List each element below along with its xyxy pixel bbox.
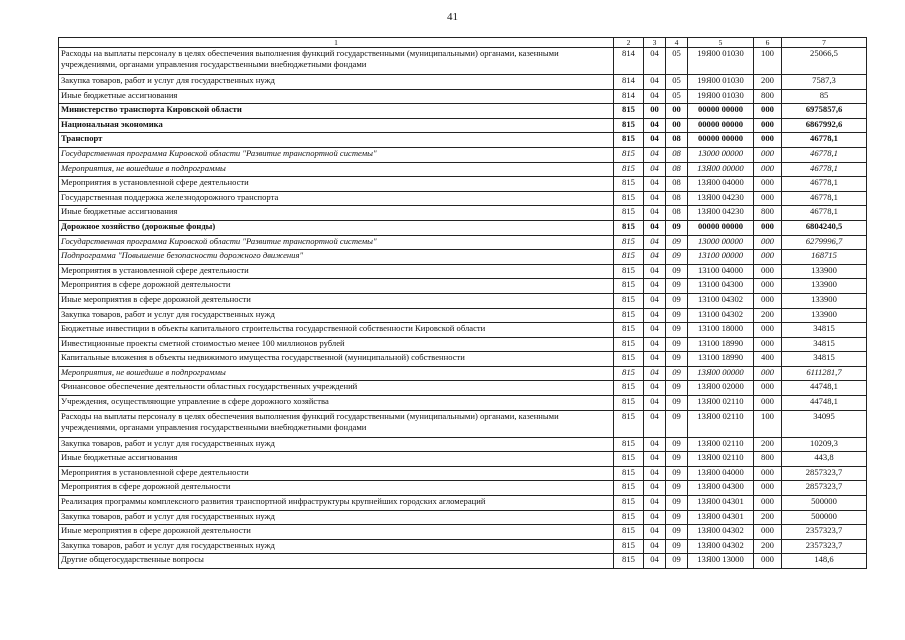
row-name: Реализация программы комплексного развития транспортной инфраструктуры крупнейших городских агломераций: [59, 496, 614, 511]
column-header: 5: [688, 38, 754, 48]
table-row: [59, 308, 867, 323]
row-name: Мероприятия в сфере дорожной деятельности: [59, 279, 614, 294]
table-row: [59, 366, 867, 381]
row-amount: 44748,1: [782, 396, 867, 411]
row-ministry-code: 815: [614, 118, 644, 133]
row-name: Иные бюджетные ассигнования: [59, 452, 614, 467]
row-ministry-code: 815: [614, 147, 644, 162]
table-row: [59, 89, 867, 104]
row-target-code: 13Я00 04230: [688, 206, 754, 221]
row-expense-type: 000: [754, 250, 782, 265]
column-header: 3: [644, 38, 666, 48]
table-row: [59, 147, 867, 162]
row-expense-type: 000: [754, 381, 782, 396]
row-ministry-code: 815: [614, 366, 644, 381]
row-expense-type: 000: [754, 396, 782, 411]
row-target-code: 13100 18990: [688, 337, 754, 352]
row-section-code: 04: [644, 366, 666, 381]
row-name: Иные мероприятия в сфере дорожной деятельности: [59, 293, 614, 308]
column-header: 7: [782, 38, 867, 48]
row-section-code: 04: [644, 381, 666, 396]
budget-table: [58, 37, 867, 569]
row-expense-type: 200: [754, 308, 782, 323]
row-section-code: 04: [644, 177, 666, 192]
row-ministry-code: 815: [614, 308, 644, 323]
table-row: [59, 75, 867, 90]
row-ministry-code: 814: [614, 48, 644, 75]
row-name: Транспорт: [59, 133, 614, 148]
row-expense-type: 000: [754, 235, 782, 250]
row-section-code: 04: [644, 396, 666, 411]
row-expense-type: 000: [754, 525, 782, 540]
row-target-code: 19Я00 01030: [688, 48, 754, 75]
row-ministry-code: 815: [614, 381, 644, 396]
row-section-code: 04: [644, 539, 666, 554]
row-section-code: 04: [644, 452, 666, 467]
table-row: [59, 410, 867, 437]
row-subsection-code: 09: [666, 496, 688, 511]
table-row: [59, 250, 867, 265]
row-section-code: 04: [644, 279, 666, 294]
row-ministry-code: 815: [614, 323, 644, 338]
row-amount: 34815: [782, 323, 867, 338]
row-ministry-code: 815: [614, 337, 644, 352]
row-name: Иные бюджетные ассигнования: [59, 89, 614, 104]
row-ministry-code: 815: [614, 206, 644, 221]
row-section-code: 04: [644, 323, 666, 338]
row-amount: 46778,1: [782, 162, 867, 177]
row-subsection-code: 09: [666, 293, 688, 308]
row-expense-type: 000: [754, 118, 782, 133]
row-section-code: 04: [644, 250, 666, 265]
row-ministry-code: 815: [614, 481, 644, 496]
row-target-code: 13Я00 02110: [688, 437, 754, 452]
row-subsection-code: 05: [666, 48, 688, 75]
row-target-code: 13000 00000: [688, 147, 754, 162]
row-name: Мероприятия, не вошедшие в подпрограммы: [59, 162, 614, 177]
row-expense-type: 800: [754, 452, 782, 467]
row-expense-type: 000: [754, 177, 782, 192]
row-amount: 2857323,7: [782, 481, 867, 496]
row-expense-type: 200: [754, 510, 782, 525]
row-amount: 133900: [782, 293, 867, 308]
row-section-code: 04: [644, 437, 666, 452]
row-ministry-code: 815: [614, 510, 644, 525]
row-target-code: 13Я00 00000: [688, 366, 754, 381]
row-target-code: 13Я00 04302: [688, 525, 754, 540]
row-ministry-code: 815: [614, 250, 644, 265]
table-row: [59, 133, 867, 148]
row-target-code: 13100 18000: [688, 323, 754, 338]
row-section-code: 04: [644, 264, 666, 279]
table-row: [59, 162, 867, 177]
row-amount: 500000: [782, 510, 867, 525]
table-row: [59, 554, 867, 569]
row-amount: 2357323,7: [782, 525, 867, 540]
row-subsection-code: 09: [666, 466, 688, 481]
row-expense-type: 000: [754, 133, 782, 148]
row-expense-type: 000: [754, 147, 782, 162]
row-amount: 168715: [782, 250, 867, 265]
row-amount: 85: [782, 89, 867, 104]
table-row: [59, 48, 867, 75]
row-amount: 2857323,7: [782, 466, 867, 481]
row-expense-type: 000: [754, 323, 782, 338]
row-ministry-code: 815: [614, 220, 644, 235]
row-name: Расходы на выплаты персоналу в целях обеспечения выполнения функций государственными (муниципальными) органами, казенными учреждениями, органами управления государственными внебюджетными фондами: [59, 410, 614, 437]
row-ministry-code: 815: [614, 235, 644, 250]
row-ministry-code: 815: [614, 191, 644, 206]
row-subsection-code: 09: [666, 410, 688, 437]
table-row: [59, 396, 867, 411]
row-ministry-code: 815: [614, 466, 644, 481]
row-ministry-code: 815: [614, 437, 644, 452]
row-name: Мероприятия в установленной сфере деятельности: [59, 177, 614, 192]
row-amount: 10209,3: [782, 437, 867, 452]
row-name: Дорожное хозяйство (дорожные фонды): [59, 220, 614, 235]
table-row: [59, 437, 867, 452]
table-row: [59, 539, 867, 554]
row-subsection-code: 09: [666, 352, 688, 367]
row-amount: 6111281,7: [782, 366, 867, 381]
row-section-code: 04: [644, 118, 666, 133]
row-subsection-code: 09: [666, 452, 688, 467]
table-row: [59, 220, 867, 235]
row-ministry-code: 815: [614, 177, 644, 192]
row-subsection-code: 09: [666, 554, 688, 569]
row-subsection-code: 09: [666, 366, 688, 381]
row-expense-type: 200: [754, 437, 782, 452]
row-target-code: 13100 04300: [688, 279, 754, 294]
table-row: [59, 381, 867, 396]
page-number: 41: [447, 11, 458, 23]
header-row: [59, 38, 867, 48]
table-row: [59, 177, 867, 192]
row-section-code: 04: [644, 206, 666, 221]
row-name: Инвестиционные проекты сметной стоимостью менее 100 миллионов рублей: [59, 337, 614, 352]
row-amount: 133900: [782, 264, 867, 279]
row-section-code: 04: [644, 496, 666, 511]
table-row: [59, 264, 867, 279]
row-ministry-code: 815: [614, 554, 644, 569]
table-row: [59, 510, 867, 525]
row-section-code: 04: [644, 220, 666, 235]
row-section-code: 04: [644, 89, 666, 104]
row-expense-type: 800: [754, 89, 782, 104]
row-section-code: 04: [644, 133, 666, 148]
row-target-code: 13Я00 13000: [688, 554, 754, 569]
row-section-code: 04: [644, 352, 666, 367]
row-amount: 2357323,7: [782, 539, 867, 554]
row-target-code: 19Я00 01030: [688, 89, 754, 104]
row-target-code: 13Я00 04300: [688, 481, 754, 496]
row-name: Закупка товаров, работ и услуг для государственных нужд: [59, 437, 614, 452]
row-section-code: 04: [644, 75, 666, 90]
row-subsection-code: 05: [666, 89, 688, 104]
row-target-code: 13Я00 04230: [688, 191, 754, 206]
row-amount: 6975857,6: [782, 104, 867, 119]
row-subsection-code: 05: [666, 75, 688, 90]
row-amount: 6279996,7: [782, 235, 867, 250]
table-row: [59, 323, 867, 338]
row-target-code: 13Я00 02110: [688, 452, 754, 467]
column-header: 2: [614, 38, 644, 48]
row-name: Иные бюджетные ассигнования: [59, 206, 614, 221]
row-name: Государственная программа Кировской области "Развитие транспортной системы": [59, 147, 614, 162]
row-section-code: 04: [644, 293, 666, 308]
row-expense-type: 000: [754, 279, 782, 294]
row-target-code: 00000 00000: [688, 220, 754, 235]
row-subsection-code: 09: [666, 525, 688, 540]
row-ministry-code: 815: [614, 352, 644, 367]
row-expense-type: 100: [754, 410, 782, 437]
row-subsection-code: 09: [666, 323, 688, 338]
row-subsection-code: 08: [666, 177, 688, 192]
row-expense-type: 000: [754, 481, 782, 496]
row-target-code: 13Я00 04000: [688, 466, 754, 481]
row-expense-type: 000: [754, 337, 782, 352]
row-subsection-code: 09: [666, 481, 688, 496]
row-ministry-code: 815: [614, 293, 644, 308]
row-name: Мероприятия в установленной сфере деятельности: [59, 466, 614, 481]
table-row: [59, 206, 867, 221]
row-expense-type: 000: [754, 554, 782, 569]
table-row: [59, 452, 867, 467]
row-subsection-code: 09: [666, 381, 688, 396]
row-expense-type: 200: [754, 539, 782, 554]
row-name: Мероприятия в сфере дорожной деятельности: [59, 481, 614, 496]
row-section-code: 04: [644, 191, 666, 206]
row-amount: 148,6: [782, 554, 867, 569]
row-subsection-code: 09: [666, 220, 688, 235]
row-target-code: 13Я00 02110: [688, 410, 754, 437]
row-expense-type: 000: [754, 293, 782, 308]
row-subsection-code: 08: [666, 147, 688, 162]
row-amount: 500000: [782, 496, 867, 511]
row-expense-type: 000: [754, 220, 782, 235]
row-ministry-code: 815: [614, 264, 644, 279]
table-row: [59, 191, 867, 206]
row-name: Закупка товаров, работ и услуг для государственных нужд: [59, 75, 614, 90]
row-amount: 34095: [782, 410, 867, 437]
row-expense-type: 400: [754, 352, 782, 367]
row-name: Иные мероприятия в сфере дорожной деятельности: [59, 525, 614, 540]
row-name: Капитальные вложения в объекты недвижимого имущества государственной (муниципальной) собственности: [59, 352, 614, 367]
row-ministry-code: 815: [614, 162, 644, 177]
row-name: Государственная программа Кировской области "Развитие транспортной системы": [59, 235, 614, 250]
table-row: [59, 496, 867, 511]
table-row: [59, 104, 867, 119]
row-subsection-code: 00: [666, 118, 688, 133]
table-row: [59, 466, 867, 481]
row-expense-type: 800: [754, 206, 782, 221]
row-target-code: 13Я00 04302: [688, 539, 754, 554]
row-name: Мероприятия в установленной сфере деятельности: [59, 264, 614, 279]
row-target-code: 19Я00 01030: [688, 75, 754, 90]
row-subsection-code: 09: [666, 264, 688, 279]
row-ministry-code: 815: [614, 133, 644, 148]
row-name: Другие общегосударственные вопросы: [59, 554, 614, 569]
row-section-code: 04: [644, 410, 666, 437]
table-row: [59, 235, 867, 250]
row-amount: 46778,1: [782, 147, 867, 162]
row-amount: 46778,1: [782, 133, 867, 148]
row-name: Национальная экономика: [59, 118, 614, 133]
row-section-code: 04: [644, 466, 666, 481]
row-name: Закупка товаров, работ и услуг для государственных нужд: [59, 510, 614, 525]
row-target-code: 13100 00000: [688, 250, 754, 265]
row-expense-type: 000: [754, 366, 782, 381]
row-subsection-code: 09: [666, 337, 688, 352]
row-expense-type: 000: [754, 496, 782, 511]
row-target-code: 13100 04302: [688, 293, 754, 308]
row-name: Закупка товаров, работ и услуг для государственных нужд: [59, 539, 614, 554]
row-subsection-code: 09: [666, 396, 688, 411]
row-target-code: 00000 00000: [688, 118, 754, 133]
row-target-code: 13Я00 04000: [688, 177, 754, 192]
row-section-code: 04: [644, 48, 666, 75]
row-expense-type: 100: [754, 48, 782, 75]
row-target-code: 13Я00 02000: [688, 381, 754, 396]
row-name: Бюджетные инвестиции в объекты капитального строительства государственной собственности Кировской области: [59, 323, 614, 338]
row-ministry-code: 815: [614, 279, 644, 294]
row-section-code: 04: [644, 525, 666, 540]
row-expense-type: 000: [754, 104, 782, 119]
column-header: 1: [59, 38, 614, 48]
row-subsection-code: 09: [666, 250, 688, 265]
row-amount: 34815: [782, 352, 867, 367]
row-amount: 25066,5: [782, 48, 867, 75]
table-row: [59, 337, 867, 352]
row-name: Расходы на выплаты персоналу в целях обеспечения выполнения функций государственными (муниципальными) органами, казенными учреждениями, органами управления государственными внебюджетными фондами: [59, 48, 614, 75]
row-amount: 443,8: [782, 452, 867, 467]
table-row: [59, 481, 867, 496]
row-section-code: 04: [644, 554, 666, 569]
row-expense-type: 000: [754, 191, 782, 206]
row-subsection-code: 08: [666, 191, 688, 206]
row-ministry-code: 815: [614, 496, 644, 511]
row-expense-type: 000: [754, 466, 782, 481]
row-ministry-code: 815: [614, 396, 644, 411]
row-section-code: 04: [644, 147, 666, 162]
row-subsection-code: 09: [666, 308, 688, 323]
row-section-code: 04: [644, 235, 666, 250]
row-target-code: 13Я00 04301: [688, 496, 754, 511]
row-target-code: 00000 00000: [688, 104, 754, 119]
row-name: Закупка товаров, работ и услуг для государственных нужд: [59, 308, 614, 323]
table-row: [59, 118, 867, 133]
table-row: [59, 293, 867, 308]
row-name: Подпрограмма "Повышение безопасности дорожного движения": [59, 250, 614, 265]
row-target-code: 13100 18990: [688, 352, 754, 367]
row-ministry-code: 815: [614, 539, 644, 554]
column-header: 4: [666, 38, 688, 48]
table-row: [59, 279, 867, 294]
row-amount: 34815: [782, 337, 867, 352]
row-section-code: 04: [644, 337, 666, 352]
row-amount: 7587,3: [782, 75, 867, 90]
row-section-code: 04: [644, 308, 666, 323]
row-target-code: 13100 04302: [688, 308, 754, 323]
row-amount: 133900: [782, 279, 867, 294]
row-target-code: 13000 00000: [688, 235, 754, 250]
row-section-code: 04: [644, 162, 666, 177]
row-amount: 133900: [782, 308, 867, 323]
row-section-code: 00: [644, 104, 666, 119]
row-amount: 46778,1: [782, 191, 867, 206]
row-amount: 6867992,6: [782, 118, 867, 133]
row-ministry-code: 815: [614, 452, 644, 467]
row-name: Государственная поддержка железнодорожного транспорта: [59, 191, 614, 206]
row-ministry-code: 815: [614, 525, 644, 540]
row-section-code: 04: [644, 481, 666, 496]
row-target-code: 13Я00 02110: [688, 396, 754, 411]
row-amount: 46778,1: [782, 206, 867, 221]
row-target-code: 13Я00 04301: [688, 510, 754, 525]
row-subsection-code: 09: [666, 279, 688, 294]
row-ministry-code: 814: [614, 89, 644, 104]
row-subsection-code: 00: [666, 104, 688, 119]
row-name: Мероприятия, не вошедшие в подпрограммы: [59, 366, 614, 381]
row-target-code: 13Я00 00000: [688, 162, 754, 177]
row-subsection-code: 09: [666, 510, 688, 525]
row-subsection-code: 09: [666, 437, 688, 452]
row-name: Министерство транспорта Кировской области: [59, 104, 614, 119]
row-amount: 6804240,5: [782, 220, 867, 235]
row-target-code: 13100 04000: [688, 264, 754, 279]
row-subsection-code: 09: [666, 539, 688, 554]
row-amount: 46778,1: [782, 177, 867, 192]
row-expense-type: 000: [754, 264, 782, 279]
row-name: Учреждения, осуществляющие управление в сфере дорожного хозяйства: [59, 396, 614, 411]
row-ministry-code: 815: [614, 410, 644, 437]
table-row: [59, 352, 867, 367]
row-ministry-code: 814: [614, 75, 644, 90]
row-ministry-code: 815: [614, 104, 644, 119]
row-subsection-code: 08: [666, 162, 688, 177]
row-expense-type: 200: [754, 75, 782, 90]
row-subsection-code: 08: [666, 206, 688, 221]
row-section-code: 04: [644, 510, 666, 525]
column-header: 6: [754, 38, 782, 48]
row-expense-type: 000: [754, 162, 782, 177]
row-target-code: 00000 00000: [688, 133, 754, 148]
row-name: Финансовое обеспечение деятельности областных государственных учреждений: [59, 381, 614, 396]
row-subsection-code: 09: [666, 235, 688, 250]
row-amount: 44748,1: [782, 381, 867, 396]
table-row: [59, 525, 867, 540]
row-subsection-code: 08: [666, 133, 688, 148]
